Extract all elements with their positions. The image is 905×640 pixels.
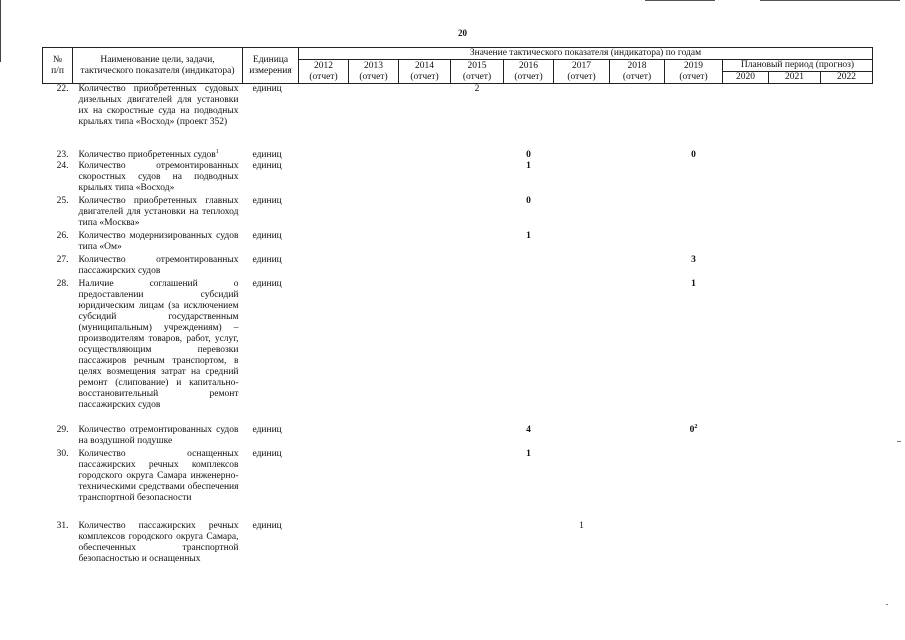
indicator-value [723,196,769,231]
indicator-value [665,231,723,255]
table-row [43,255,873,279]
indicator-value [299,521,349,569]
page-number: 20 [458,28,467,38]
indicator-value [665,449,723,521]
indicator-value: 1 [691,278,696,289]
margin-mark [897,441,901,442]
indicator-value [554,161,610,196]
indicator-value: $0^2$ [689,423,698,435]
indicator-value [821,150,873,161]
indicator-value [821,84,873,150]
indicator-value [504,255,554,279]
indicator-value [399,161,451,196]
indicator-unit: единиц [252,520,282,531]
indicator-value [665,521,723,569]
indicator-value: 3 [691,254,696,265]
indicator-value [399,84,451,150]
row-number: 24. [56,160,69,171]
indicator-value [399,521,451,569]
indicator-value [554,255,610,279]
indicator-value [451,521,504,569]
indicator-value [451,150,504,161]
row-number: 22. [56,84,69,94]
indicator-value [451,449,504,521]
table-row [43,150,873,161]
indicator-value [610,231,665,255]
indicator-value [665,161,723,196]
indicator-value [299,84,349,150]
indicator-value [610,449,665,521]
indicator-value [399,449,451,521]
header-year: 2019 (отчет) [665,60,723,84]
indicator-value [769,196,821,231]
indicator-value [299,231,349,255]
indicator-unit: единиц [252,448,282,459]
indicator-value [821,279,873,425]
page-left-rule [0,0,1,62]
header-year: 2014 (отчет) [399,60,451,84]
indicator-unit: единиц [252,149,282,160]
indicator-value [723,84,769,150]
indicator-name: Количество отремонтированных пассажирских судов [78,254,239,276]
indicator-value [723,425,769,449]
indicator-value [399,279,451,425]
indicator-value [399,255,451,279]
indicator-value [504,84,554,150]
margin-mark [886,604,888,605]
indicator-value [665,196,723,231]
indicator-value [769,84,821,150]
header-plan-year: 2021 [769,72,821,84]
indicator-name: Количество пассажирских речных комплексов городского округа Самара, обеспеченных транспортной безопасностью и оснащенных [78,520,239,564]
indicator-value [665,84,723,150]
indicator-value [349,150,399,161]
indicator-value [610,279,665,425]
indicator-value [821,231,873,255]
indicator-value: 0 [526,195,531,206]
header-number: № п/п [43,48,73,84]
table-row [43,449,873,521]
row-number: 31. [56,520,69,531]
row-number: 27. [56,254,69,265]
indicator-value [349,425,399,449]
indicator-value [451,279,504,425]
indicator-value [723,521,769,569]
indicator-value [821,425,873,449]
row-number: 25. [56,195,69,206]
header-year: 2012 (отчет) [299,60,349,84]
indicator-value [769,231,821,255]
indicator-value [610,84,665,150]
indicator-name: Количество модернизированных судов типа «Ом» [78,230,239,252]
indicator-value [299,150,349,161]
indicator-value: 1 [526,230,531,241]
indicator-value [349,521,399,569]
indicator-unit: единиц [252,84,282,94]
indicator-value [451,231,504,255]
indicator-value [723,231,769,255]
page-top-rule [645,0,715,1]
indicator-table [42,47,873,569]
table-row [43,196,873,231]
indicator-value [769,161,821,196]
indicator-unit: единиц [252,424,282,435]
indicator-value [399,196,451,231]
indicator-value [299,196,349,231]
header-plan-period: Плановый период (прогноз) [723,60,873,72]
indicator-value [769,425,821,449]
indicator-value [821,196,873,231]
indicator-value [723,449,769,521]
indicator-value [610,255,665,279]
indicator-name: Количество приобретенных судов$^1$ [78,148,219,160]
table-row [43,521,873,569]
indicator-name: Количество отремонтированных скоростных судов на подводных крыльях типа «Восход» [78,160,239,193]
table-header [43,48,873,84]
indicator-value [554,150,610,161]
indicator-unit: единиц [252,160,282,171]
header-year: 2015 (отчет) [451,60,504,84]
indicator-value [769,150,821,161]
indicator-value: 1 [526,448,531,459]
indicator-name: Количество отремонтированных судов на воздушной подушке [78,424,239,446]
indicator-value: 1 [579,520,584,531]
table-row [43,161,873,196]
indicator-value [554,449,610,521]
row-number: 30. [56,448,69,459]
indicator-value [349,84,399,150]
header-year: 2016 (отчет) [504,60,554,84]
indicator-value [349,231,399,255]
header-unit: Единица измерения [243,48,299,84]
indicator-value: 0 [691,149,696,160]
indicator-unit: единиц [252,195,282,206]
indicator-value [349,279,399,425]
table-row [43,84,873,150]
row-number: 23. [56,149,69,160]
indicator-value [821,449,873,521]
indicator-value [723,279,769,425]
indicator-value: 2 [474,84,480,94]
row-number: 28. [56,278,69,289]
indicator-value [554,84,610,150]
indicator-value [349,196,399,231]
indicator-value [769,279,821,425]
indicator-value [451,425,504,449]
indicator-value [349,255,399,279]
indicator-value [723,161,769,196]
indicator-value: 0 [526,149,531,160]
indicator-unit: единиц [252,278,282,289]
footnote-marker: 2 [694,423,698,430]
indicator-value [299,161,349,196]
indicator-value [349,449,399,521]
indicator-value [723,150,769,161]
indicator-value [399,150,451,161]
header-plan-year: 2020 [723,72,769,84]
indicator-value [821,255,873,279]
indicator-value [554,425,610,449]
indicator-value [299,279,349,425]
page-top-rule [760,0,900,1]
indicator-unit: единиц [252,254,282,265]
table-body [43,84,873,569]
indicator-value [821,521,873,569]
indicator-value [299,255,349,279]
indicator-value [451,196,504,231]
indicator-value: 1 [526,160,531,171]
indicator-value [399,425,451,449]
indicator-value [554,231,610,255]
header-values-title: Значение тактического показателя (индикатора) по годам [299,48,873,60]
row-number: 29. [56,424,69,435]
indicator-name: Наличие соглашений о предоставлении субсидий юридическим лицам (за исключением субсидий государственным (муниципальным) учреждениям) – производителям товаров, работ, услуг, осуществляющим перевозки пассажиров речным транспортом, в целях возмещения затрат на средний ремонт (слипование) и капитально-восстановительный ремонт пассажирских судов [78,278,239,410]
header-plan-year: 2022 [821,72,873,84]
indicator-value [504,521,554,569]
indicator-value [451,255,504,279]
indicator-value [769,255,821,279]
indicator-value [610,196,665,231]
header-year: 2017 (отчет) [554,60,610,84]
table-row [43,279,873,425]
row-number: 26. [56,230,69,241]
indicator-value [451,161,504,196]
indicator-unit: единиц [252,230,282,241]
indicator-value [554,196,610,231]
footnote-marker: 1 [215,148,219,155]
table-row [43,425,873,449]
header-name: Наименование цели, задачи, тактического показателя (индикатора) [73,48,243,84]
header-year: 2013 (отчет) [349,60,399,84]
indicator-value [610,150,665,161]
indicator-value [554,279,610,425]
indicator-value [610,161,665,196]
indicator-value [399,231,451,255]
indicator-value [610,425,665,449]
table-row [43,231,873,255]
indicator-value [769,521,821,569]
indicator-value [769,449,821,521]
indicator-value [299,425,349,449]
indicator-value [821,161,873,196]
indicator-value [299,449,349,521]
indicator-name: Количество оснащенных пассажирских речных комплексов городского округа Самара инженерно-техническими средствами обеспечения транспортной безопасности [78,448,239,503]
indicator-name: Количество приобретенных главных двигателей для установки на теплоход типа «Москва» [78,195,239,228]
indicator-value [349,161,399,196]
indicator-value [610,521,665,569]
indicator-value: 4 [526,424,531,435]
indicator-value [504,279,554,425]
indicator-value [723,255,769,279]
header-year: 2018 (отчет) [610,60,665,84]
indicator-name: Количество приобретенных судовых дизельных двигателей для установки их на скоростные суда на подводных крыльях типа «Восход» (проект 352) [78,84,239,127]
